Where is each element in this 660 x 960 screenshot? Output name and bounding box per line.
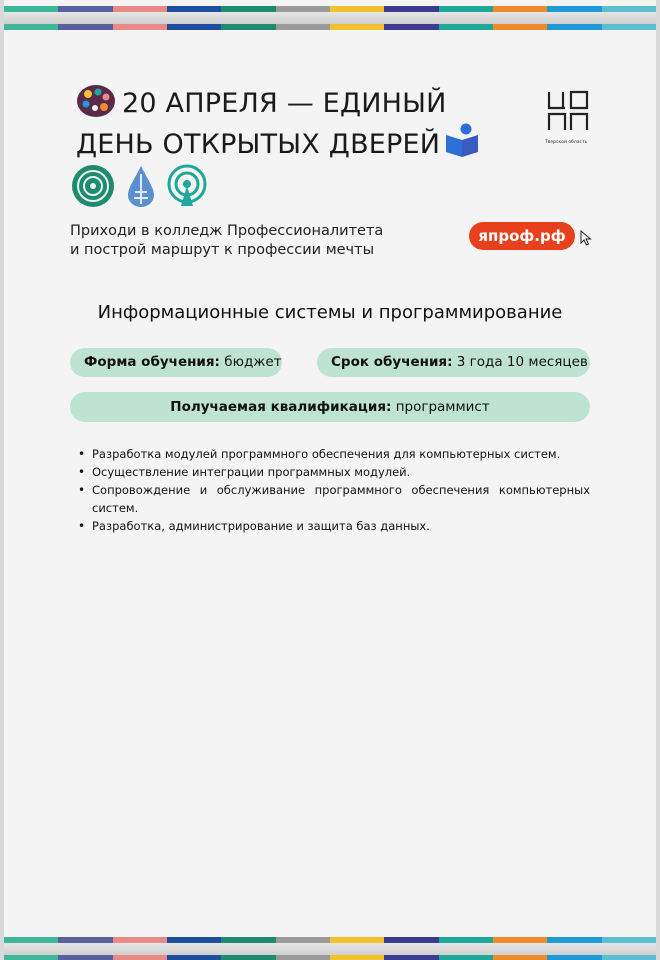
list-item: • Осуществление интеграции программных модулей. bbox=[78, 463, 590, 481]
list-item: • Сопровождение и обслуживание программного обеспечения компьютерных систем. bbox=[78, 481, 590, 517]
stripe-segment bbox=[113, 24, 167, 30]
cpp-logo-mark bbox=[545, 88, 591, 134]
bottom-gray-band bbox=[4, 943, 656, 955]
stripe-segment bbox=[276, 24, 330, 30]
stripe-segment bbox=[602, 24, 656, 30]
stripe-segment bbox=[330, 24, 384, 30]
headline bbox=[76, 84, 506, 164]
stripe-segment bbox=[384, 24, 438, 30]
icon-row bbox=[70, 164, 208, 208]
palette-icon bbox=[76, 84, 116, 118]
qualification-label: Получаемая квалификация: bbox=[170, 399, 392, 415]
promo-text bbox=[70, 222, 450, 260]
stripe-segment bbox=[330, 955, 384, 960]
top-color-stripe-2 bbox=[4, 24, 656, 30]
stripe-segment bbox=[221, 24, 275, 30]
stripe-segment bbox=[493, 24, 547, 30]
stripe-segment bbox=[58, 24, 112, 30]
stripe-segment bbox=[4, 955, 58, 960]
cpp-logo bbox=[545, 88, 595, 145]
list-item: • Разработка, администрирование и защита баз данных. bbox=[78, 517, 590, 535]
stripe-segment bbox=[439, 24, 493, 30]
study-form-label: Форма обучения: bbox=[84, 354, 220, 370]
stripe-segment bbox=[113, 955, 167, 960]
stripe-segment bbox=[384, 955, 438, 960]
yaprof-link[interactable]: япроф.рф bbox=[469, 222, 575, 250]
stripe-segment bbox=[221, 955, 275, 960]
top-gray-band bbox=[4, 12, 656, 24]
study-term-chip bbox=[317, 348, 590, 377]
stripe-segment bbox=[547, 955, 601, 960]
study-term-value: 3 года 10 месяцев bbox=[456, 354, 588, 370]
radio-tower-icon bbox=[166, 164, 208, 208]
promo-line-1: Приходи в колледж Профессионалитета bbox=[70, 223, 384, 239]
study-form-value: бюджет bbox=[224, 354, 282, 370]
cursor-icon bbox=[580, 230, 592, 246]
stripe-segment bbox=[4, 24, 58, 30]
promo-line-2: и построй маршрут к профессии мечты bbox=[70, 242, 375, 258]
bottom-color-stripe-2 bbox=[4, 955, 656, 960]
headline-line-1: 20 АПРЕЛЯ — ЕДИНЫЙ bbox=[122, 88, 447, 119]
stripe-segment bbox=[493, 955, 547, 960]
headline-line-2: ДЕНЬ ОТКРЫТЫХ ДВЕРЕЙ bbox=[76, 129, 441, 160]
stripe-segment bbox=[439, 955, 493, 960]
stripe-segment bbox=[602, 955, 656, 960]
stripe-segment bbox=[167, 24, 221, 30]
stripe-segment bbox=[58, 955, 112, 960]
book-reader-icon bbox=[444, 123, 480, 157]
program-title: Информационные системы и программирование bbox=[97, 302, 563, 323]
stripe-segment bbox=[547, 24, 601, 30]
water-drop-icon bbox=[126, 164, 156, 208]
duties-list bbox=[78, 445, 590, 535]
stripe-segment bbox=[167, 955, 221, 960]
study-term-label: Срок обучения: bbox=[331, 354, 453, 370]
qualification-chip bbox=[70, 392, 590, 422]
qualification-value: программист bbox=[395, 399, 490, 415]
list-item: • Разработка модулей программного обеспечения для компьютерных систем. bbox=[78, 445, 590, 463]
tree-icon bbox=[70, 164, 116, 208]
logo-region-text: Тверской область bbox=[545, 140, 588, 145]
study-form-chip bbox=[70, 348, 282, 377]
stripe-segment bbox=[276, 955, 330, 960]
